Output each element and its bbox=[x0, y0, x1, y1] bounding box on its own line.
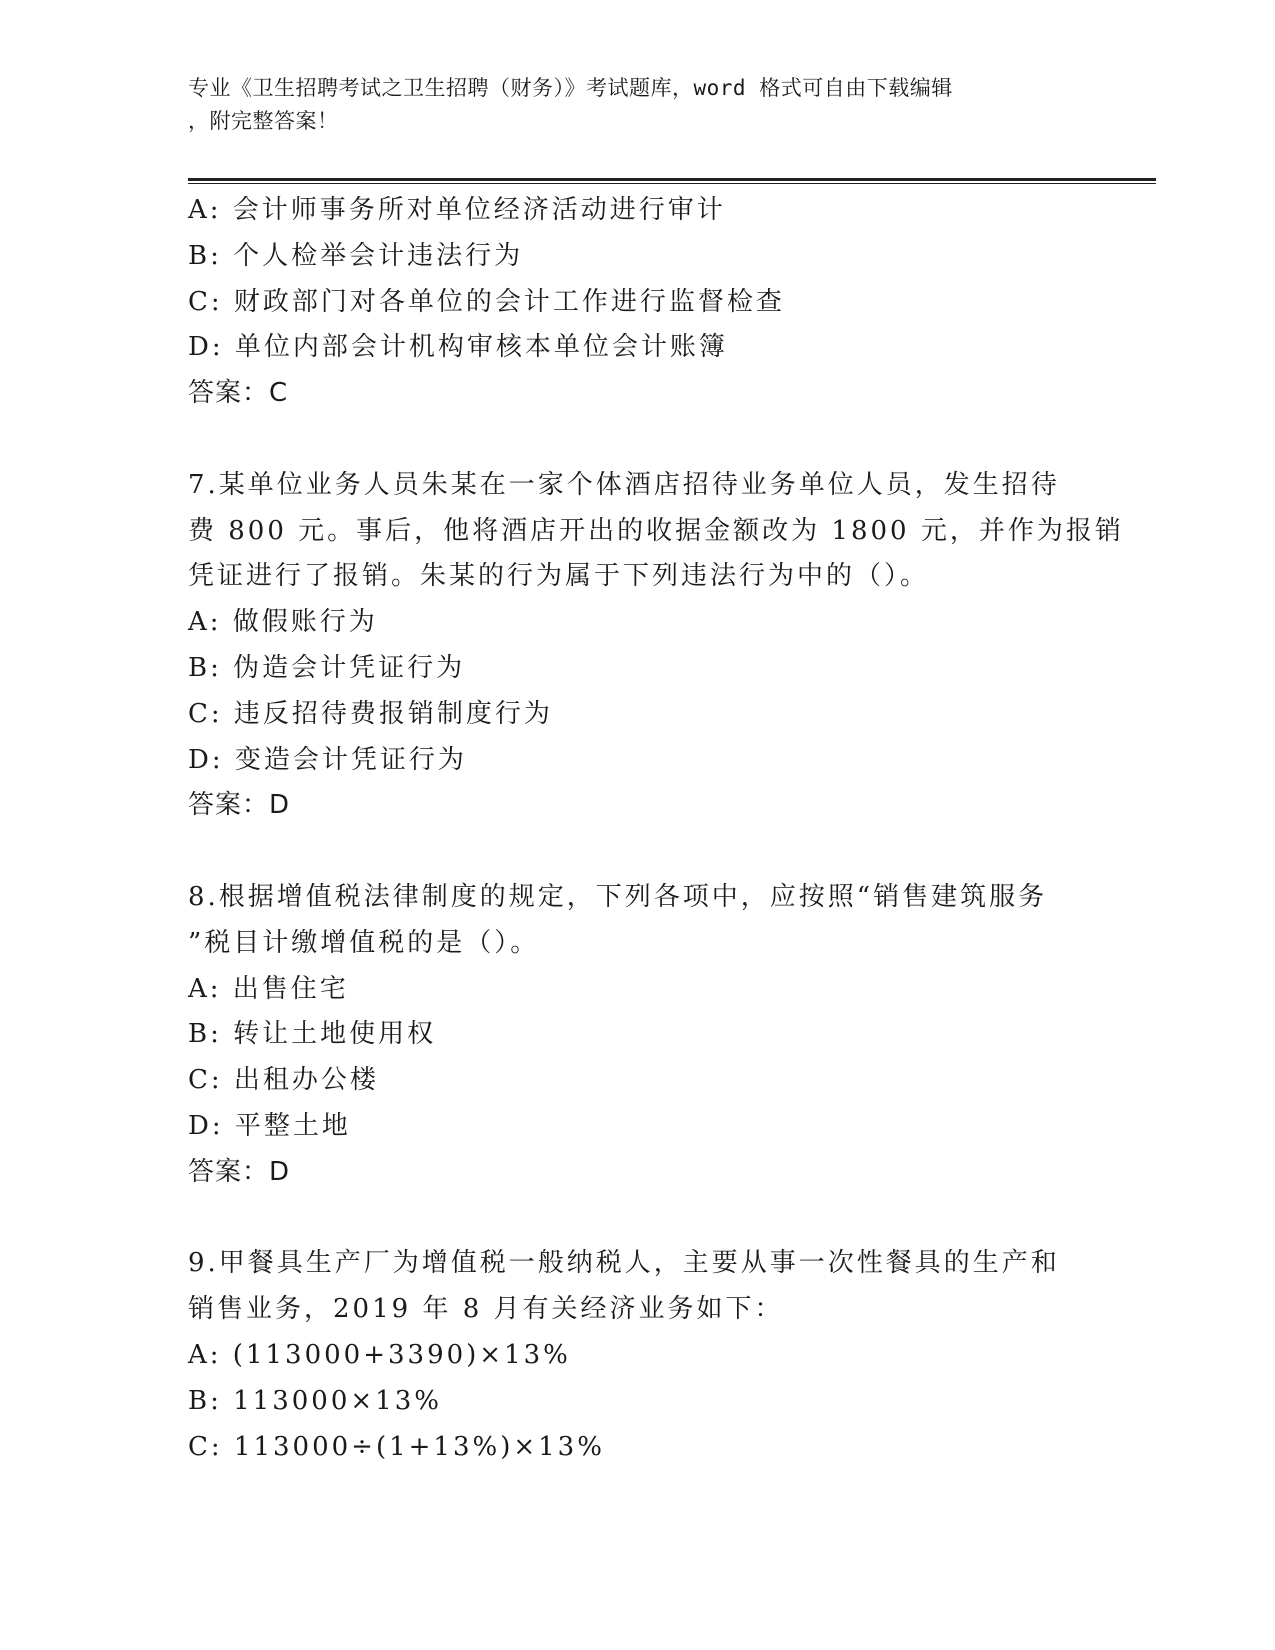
answer: 答案：C bbox=[188, 378, 289, 409]
question-stem-line: 8.根据增值税法律制度的规定，下列各项中，应按照“销售建筑服务 bbox=[188, 881, 1048, 912]
spacer bbox=[188, 829, 1088, 875]
option-b: B: 113000×13% bbox=[188, 1385, 442, 1416]
header-divider-thin bbox=[188, 183, 1156, 184]
option-a: A: (113000+3390)×13% bbox=[188, 1339, 571, 1370]
header-divider-thick bbox=[188, 178, 1156, 181]
option-a: A: 做假账行为 bbox=[188, 607, 378, 638]
question-stem-line: 7.某单位业务人员朱某在一家个体酒店招待业务单位人员，发生招待 bbox=[188, 469, 1060, 500]
option-d: D: 单位内部会计机构审核本单位会计账簿 bbox=[188, 332, 728, 363]
answer: 答案：D bbox=[188, 790, 291, 821]
question-stem-line: 销售业务，2019 年 8 月有关经济业务如下： bbox=[188, 1294, 784, 1325]
option-c: C: 违反招待费报销制度行为 bbox=[188, 698, 553, 729]
header-title-line-2: ，附完整答案！ bbox=[188, 109, 339, 133]
option-a: A: 出售住宅 bbox=[188, 973, 349, 1004]
option-b: B: 伪造会计凭证行为 bbox=[188, 652, 466, 683]
question-8 bbox=[188, 875, 1088, 1196]
question-stem-line: 9.甲餐具生产厂为增值税一般纳税人，主要从事一次性餐具的生产和 bbox=[188, 1248, 1060, 1279]
question-stem-line: ”税目计缴增值税的是（）。 bbox=[188, 927, 540, 958]
option-b: B: 转让土地使用权 bbox=[188, 1019, 437, 1050]
question-stem-line: 凭证进行了报销。朱某的行为属于下列违法行为中的（）。 bbox=[188, 561, 930, 592]
option-b: B: 个人检举会计违法行为 bbox=[188, 240, 524, 271]
option-c: C: 财政部门对各单位的会计工作进行监督检查 bbox=[188, 286, 785, 317]
option-d: D: 变造会计凭证行为 bbox=[188, 744, 467, 775]
spacer bbox=[188, 417, 1088, 463]
question-stem-line: 费 800 元。事后，他将酒店开出的收据金额改为 1800 元，并作为报销 bbox=[188, 515, 1124, 546]
question-list bbox=[188, 188, 1124, 1470]
option-a: A: 会计师事务所对单位经济活动进行审计 bbox=[188, 195, 726, 225]
spacer bbox=[188, 1196, 1088, 1242]
header-title-line-1: 专业《卫生招聘考试之卫生招聘（财务）》考试题库，word 格式可自由下载编辑 bbox=[188, 76, 953, 100]
question-6-continued bbox=[188, 188, 1088, 417]
option-c: C: 113000÷(1+13%)×13% bbox=[188, 1431, 605, 1462]
question-9 bbox=[188, 1241, 1088, 1470]
option-d: D: 平整土地 bbox=[188, 1110, 351, 1141]
question-7 bbox=[188, 463, 1124, 829]
document-header bbox=[188, 72, 1088, 138]
answer: 答案：D bbox=[188, 1156, 291, 1187]
option-c: C: 出租办公楼 bbox=[188, 1065, 379, 1096]
